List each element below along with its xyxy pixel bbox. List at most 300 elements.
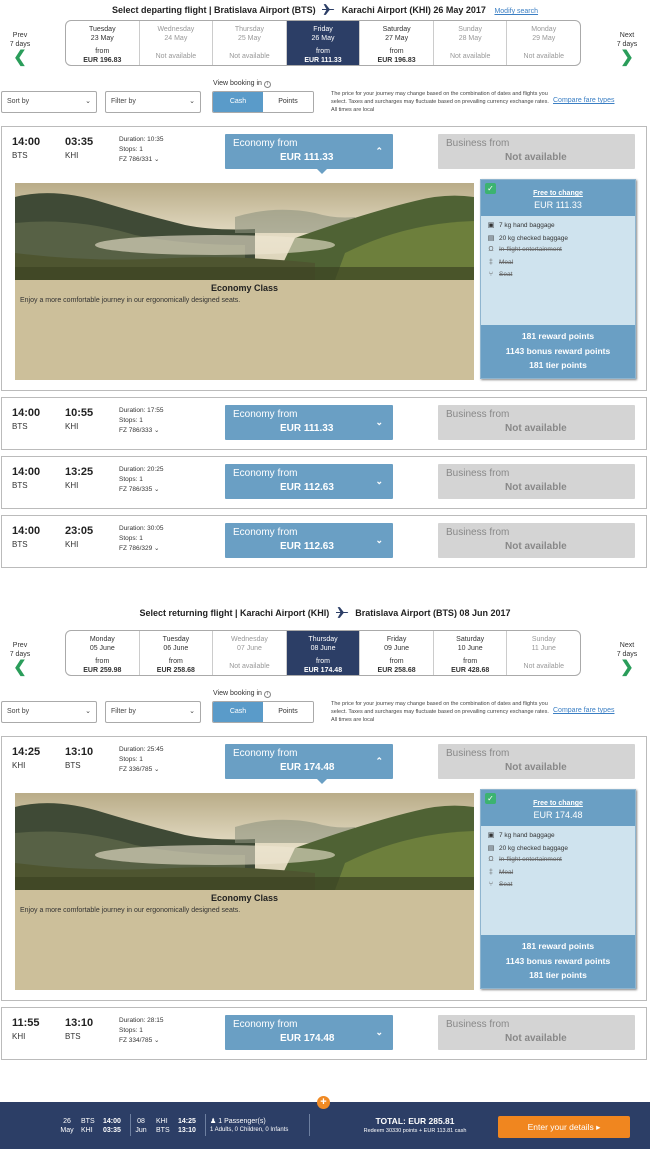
chevron-down-icon: ⌄ — [375, 1027, 383, 1037]
economy-from-label: Economy from — [233, 409, 298, 420]
fare-feature — [486, 844, 568, 852]
date-date: 26 May — [311, 35, 335, 42]
cash-points-toggle — [212, 701, 314, 723]
chevron-down-icon: ⌄ — [152, 545, 160, 552]
date-date: 28 May — [458, 35, 482, 42]
fare-card-header — [481, 790, 635, 826]
outbound-title-origin: Select departing flight | Bratislava Airport (BTS) — [111, 5, 316, 15]
business-from-label: Business from — [446, 1019, 510, 1030]
date-status: Not available — [155, 53, 197, 60]
chevron-down-icon: ⌄ — [152, 486, 160, 493]
economy-price: EUR 174.48 — [280, 1033, 335, 1044]
departure-time: 14:25 — [12, 746, 41, 758]
economy-fare-button[interactable] — [225, 744, 393, 779]
economy-from-label: Economy from — [233, 1019, 298, 1030]
flight-duration: Duration: 30:05 — [119, 525, 164, 532]
date-price: EUR 428.68 — [451, 667, 490, 674]
bonus-reward-points: 1143 bonus reward points — [505, 955, 611, 966]
date-option[interactable] — [507, 631, 580, 675]
date-option[interactable] — [213, 631, 287, 675]
date-option[interactable] — [140, 21, 214, 65]
date-option[interactable] — [360, 21, 434, 65]
fare-feature — [486, 856, 562, 863]
points-panel — [481, 935, 635, 988]
view-booking-label — [213, 80, 271, 88]
date-price: EUR 258.68 — [156, 667, 195, 674]
arrival-time: 13:25 — [65, 466, 94, 478]
flight-number-toggle[interactable] — [119, 1036, 163, 1046]
date-price: EUR 196.83 — [377, 57, 416, 64]
outbound-arr-time: 03:35 — [103, 1127, 121, 1134]
flight-row — [1, 397, 647, 450]
economy-from-label: Economy from — [233, 748, 298, 759]
flight-number: FZ 786/331 — [119, 156, 153, 163]
sort-by-label: Sort by — [7, 708, 30, 715]
date-option[interactable] — [66, 21, 140, 65]
departure-airport: KHI — [12, 1032, 26, 1041]
next-label: Next — [619, 32, 635, 39]
outbound-day: 26 — [63, 1118, 71, 1125]
date-price: EUR 174.48 — [303, 667, 343, 674]
fare-feature-text: 7 kg hand baggage — [499, 832, 555, 839]
inbound-month: Jun — [135, 1127, 147, 1134]
passenger-summary[interactable] — [210, 1117, 288, 1135]
fare-feature — [486, 271, 512, 278]
flight-stops: Stops: 1 — [119, 1027, 143, 1034]
date-from-label: from — [95, 658, 110, 665]
chevron-down-icon: ⌄ — [152, 1037, 160, 1044]
filter-by-select[interactable] — [105, 91, 201, 113]
arrival-time: 13:10 — [65, 746, 94, 758]
next-days-label: 7 days — [616, 651, 638, 658]
economy-fare-button[interactable] — [225, 1015, 393, 1050]
reward-points: 181 reward points — [521, 331, 595, 341]
outbound-filters — [0, 80, 650, 113]
economy-class-title: Economy Class — [210, 283, 279, 293]
fare-feature-text: 7 kg hand baggage — [499, 222, 555, 229]
fare-feature — [486, 831, 555, 839]
business-from-label: Business from — [446, 748, 510, 759]
economy-class-description: Enjoy a more comfortable journey in our ergonomically designed seats. — [20, 907, 241, 914]
fare-feature-text: Seat — [499, 881, 513, 888]
date-price: EUR 196.83 — [83, 57, 122, 64]
flight-stops: Stops: 1 — [119, 535, 143, 542]
date-day: Monday — [531, 26, 557, 33]
inbound-arr-time: 13:10 — [178, 1127, 196, 1134]
date-status: Not available — [523, 53, 564, 60]
fare-feature-text: Seat — [499, 271, 513, 278]
passenger-detail: 1 Adults, 0 Children, 0 Infants — [210, 1127, 289, 1133]
flight-number: FZ 786/335 — [119, 486, 153, 493]
prev-days-label: 7 days — [9, 651, 31, 658]
date-day: Thursday — [234, 26, 265, 33]
flight-details — [119, 524, 163, 554]
flight-details — [119, 745, 163, 775]
expand-summary-button[interactable]: + — [317, 1096, 330, 1109]
sort-by-label: Sort by — [7, 98, 30, 105]
sort-by-select[interactable] — [1, 701, 97, 723]
fare-option-card[interactable] — [480, 179, 636, 379]
next-7-days-button[interactable] — [607, 641, 647, 676]
hand-baggage-icon: ▣ — [487, 222, 495, 229]
economy-class-panel — [15, 280, 474, 380]
next-label: Next — [619, 642, 635, 649]
economy-from-label: Economy from — [233, 468, 298, 479]
chevron-up-icon: ⌃ — [375, 756, 383, 766]
business-fare-button — [438, 405, 635, 440]
chevron-down-icon: ⌄ — [375, 417, 383, 427]
free-to-change-link: Free to change — [533, 190, 583, 197]
date-day: Wednesday — [231, 636, 268, 643]
chevron-down-icon: ⌄ — [152, 427, 160, 434]
flight-details — [119, 1016, 163, 1046]
flight-duration: Duration: 28:15 — [119, 1017, 164, 1024]
chevron-right-icon: ❯ — [620, 659, 634, 676]
date-option[interactable] — [434, 21, 508, 65]
date-from-label: from — [463, 658, 478, 665]
flight-number: FZ 786/333 — [119, 427, 153, 434]
inbound-to-code: BTS — [156, 1127, 170, 1134]
hand-baggage-icon: ▣ — [487, 832, 495, 839]
date-option[interactable] — [360, 631, 434, 675]
business-fare-button — [438, 134, 635, 169]
business-price: Not available — [505, 482, 567, 493]
business-from-label: Business from — [446, 468, 510, 479]
departure-time: 14:00 — [12, 525, 41, 537]
info-icon[interactable]: i — [264, 691, 271, 698]
business-from-label: Business from — [446, 527, 510, 538]
total-price: TOTAL: EUR 285.81 — [375, 1116, 455, 1126]
inbound-times — [178, 1117, 196, 1135]
flight-duration: Duration: 25:45 — [119, 746, 164, 753]
fare-feature-text: Meal — [499, 258, 514, 266]
passenger-count: 1 Passenger(s) — [218, 1118, 266, 1125]
date-option[interactable] — [140, 631, 214, 675]
outbound-from-code: BTS — [81, 1118, 95, 1125]
departure-time: 14:00 — [12, 466, 41, 478]
date-date: 11 June — [531, 645, 556, 652]
economy-price: EUR 111.33 — [280, 152, 334, 163]
compare-fare-types-link[interactable]: Compare fare types — [553, 97, 615, 104]
outbound-title-destination: Karachi Airport (KHI) 26 May 2017 — [341, 5, 486, 15]
inbound-day: 08 — [137, 1118, 145, 1125]
date-status: Not available — [229, 53, 270, 60]
chevron-right-icon: ❯ — [620, 49, 634, 66]
divider — [205, 1114, 206, 1136]
flight-number-toggle[interactable] — [119, 485, 163, 495]
flight-number-toggle[interactable] — [119, 544, 163, 554]
flight-duration: Duration: 10:35 — [119, 136, 164, 143]
flight-row — [1, 515, 647, 568]
filter-by-label: Filter by — [111, 98, 136, 105]
view-booking-text: View booking in — [213, 80, 262, 87]
modify-search-link[interactable]: Modify search — [494, 8, 539, 15]
chevron-down-icon: ⌄ — [189, 708, 195, 715]
cash-toggle-option[interactable]: Cash — [213, 702, 263, 722]
next-days-label: 7 days — [616, 41, 638, 48]
price-disclaimer: The price for your journey may change based on the combination of dates and flights you select. Taxes and surcharges may fluctuate based on prevailing currency exchange rates. All times are local — [331, 701, 549, 723]
prev-days-label: 7 days — [9, 41, 31, 48]
date-day: Sunday — [531, 636, 556, 643]
date-day: Tuesday — [88, 26, 116, 33]
fare-feature — [486, 259, 513, 266]
chevron-down-icon: ⌄ — [152, 766, 160, 773]
arrival-time: 03:35 — [65, 136, 94, 148]
flight-details — [119, 465, 163, 495]
date-day: Saturday — [456, 636, 485, 643]
date-day: Tuesday — [162, 636, 190, 643]
departure-time: 14:00 — [12, 407, 41, 419]
economy-landscape-image — [15, 183, 474, 280]
arrival-airport: KHI — [65, 422, 79, 431]
chevron-left-icon: ❮ — [13, 659, 27, 676]
inbound-filters — [0, 690, 650, 723]
economy-landscape-image — [15, 793, 474, 890]
inbound-date-selector — [65, 630, 581, 676]
business-fare-button — [438, 464, 635, 499]
date-option[interactable] — [507, 21, 580, 65]
economy-fare-button[interactable] — [225, 134, 393, 169]
inbound-title-destination: Bratislava Airport (BTS) 08 Jun 2017 — [355, 608, 511, 618]
checkmark-icon: ✓ — [485, 793, 496, 804]
fare-feature — [486, 869, 513, 876]
flight-number: FZ 786/329 — [119, 545, 153, 552]
fare-feature — [486, 246, 562, 253]
date-price: EUR 111.33 — [304, 57, 342, 64]
date-date: 05 June — [89, 645, 115, 652]
pointer-notch — [317, 169, 327, 174]
fare-option-card[interactable] — [480, 789, 636, 989]
flight-number-toggle[interactable] — [119, 765, 163, 775]
fare-feature-text: 20 kg checked baggage — [499, 234, 569, 242]
departure-time: 11:55 — [12, 1017, 40, 1029]
chevron-down-icon: ⌄ — [375, 476, 383, 486]
fare-feature — [486, 221, 555, 229]
fare-feature — [486, 881, 512, 888]
filter-by-label: Filter by — [111, 708, 136, 715]
departure-airport: KHI — [12, 761, 26, 770]
date-option[interactable] — [434, 631, 508, 675]
info-icon[interactable]: i — [264, 81, 271, 88]
points-toggle-option[interactable]: Points — [263, 92, 313, 112]
date-option[interactable] — [66, 631, 140, 675]
date-date: 29 May — [532, 35, 556, 42]
fare-feature — [486, 234, 568, 242]
date-date: 25 May — [237, 35, 261, 42]
date-day: Monday — [89, 636, 115, 643]
flight-duration: Duration: 17:55 — [119, 407, 164, 414]
business-from-label: Business from — [446, 409, 510, 420]
checked-baggage-icon: ▤ — [487, 234, 495, 242]
total-summary — [340, 1117, 490, 1136]
seat-icon: ⑂ — [488, 271, 494, 278]
business-price: Not available — [505, 541, 567, 552]
flight-row — [1, 456, 647, 509]
checkmark-icon: ✓ — [485, 183, 496, 194]
headphones-icon: Ω — [488, 856, 494, 863]
cash-points-toggle — [212, 91, 314, 113]
date-date: 23 May — [90, 35, 114, 42]
date-day: Saturday — [382, 26, 411, 33]
departure-airport: BTS — [12, 422, 28, 431]
flight-number: FZ 336/785 — [119, 766, 153, 773]
economy-price: EUR 111.33 — [280, 423, 334, 434]
arrival-airport: KHI — [65, 481, 79, 490]
points-toggle-option[interactable]: Points — [263, 702, 313, 722]
sort-by-select[interactable] — [1, 91, 97, 113]
business-fare-button — [438, 1015, 635, 1050]
outbound-section-title — [0, 4, 650, 17]
date-day: Wednesday — [157, 26, 195, 33]
inbound-section-title — [0, 607, 650, 620]
free-to-change-link: Free to change — [533, 800, 583, 807]
date-date: 06 June — [163, 645, 189, 652]
flight-number-toggle[interactable] — [119, 426, 163, 436]
date-option[interactable] — [287, 631, 361, 675]
meal-icon: ‡ — [489, 868, 493, 876]
redeem-text: Redeem 30330 points + EUR 113.81 cash — [363, 1128, 467, 1134]
divider — [309, 1114, 310, 1136]
prev-7-days-button[interactable] — [0, 31, 40, 66]
departure-time: 14:00 — [12, 136, 41, 148]
date-from-label: from — [389, 658, 404, 665]
seat-icon: ⑂ — [488, 881, 494, 888]
outbound-times — [103, 1117, 121, 1135]
economy-fare-button[interactable] — [225, 464, 393, 499]
outbound-dep-time: 14:00 — [103, 1118, 121, 1125]
meal-icon: ‡ — [489, 258, 493, 266]
flight-stops: Stops: 1 — [119, 476, 143, 483]
flight-row — [1, 736, 647, 1001]
flight-stops: Stops: 1 — [119, 756, 143, 763]
chevron-down-icon: ⌄ — [85, 708, 91, 715]
chevron-down-icon: ⌄ — [375, 535, 383, 545]
inbound-from-code: KHI — [156, 1118, 168, 1125]
view-booking-text: View booking in — [213, 690, 262, 697]
next-7-days-button[interactable] — [607, 31, 647, 66]
economy-class-description: Enjoy a more comfortable journey in our ergonomically designed seats. — [20, 297, 241, 304]
date-day: Friday — [386, 636, 407, 643]
fare-feature-text: Meal — [499, 868, 514, 876]
arrival-time: 10:55 — [65, 407, 94, 419]
flight-duration: Duration: 20:25 — [119, 466, 164, 473]
economy-price: EUR 112.63 — [280, 482, 334, 493]
business-price: Not available — [505, 152, 567, 163]
date-day: Sunday — [458, 26, 483, 33]
arrival-airport: BTS — [65, 1032, 81, 1041]
filter-by-select[interactable] — [105, 701, 201, 723]
divider — [130, 1114, 131, 1136]
inbound-route — [156, 1117, 170, 1135]
date-date: 24 May — [164, 35, 188, 42]
chevron-up-icon: ⌃ — [375, 146, 383, 156]
checked-baggage-icon: ▤ — [487, 844, 495, 852]
economy-price: EUR 112.63 — [280, 541, 334, 552]
reward-points: 181 reward points — [521, 941, 595, 951]
date-status: Not available — [229, 663, 270, 670]
chevron-left-icon: ❮ — [13, 49, 27, 66]
date-date: 07 June — [236, 645, 262, 652]
enter-details-button[interactable]: Enter your details ▸ — [498, 1116, 630, 1138]
tier-points: 181 tier points — [529, 970, 587, 980]
date-date: 08 June — [310, 645, 336, 652]
date-date: 27 May — [385, 35, 409, 42]
price-disclaimer: The price for your journey may change based on the combination of dates and flights you select. Taxes and surcharges may fluctuate based on prevailing currency exchange rates. All times are local — [331, 91, 549, 113]
date-from-label: from — [316, 658, 331, 665]
flight-row — [1, 126, 647, 391]
inbound-date — [133, 1117, 149, 1135]
inbound-title-origin: Select returning flight | Karachi Airport (KHI) — [139, 608, 330, 618]
outbound-route — [81, 1117, 95, 1135]
plane-icon — [322, 4, 335, 17]
chevron-down-icon: ⌄ — [152, 156, 160, 163]
flight-stops: Stops: 1 — [119, 417, 143, 424]
date-option[interactable] — [287, 21, 361, 65]
business-fare-button — [438, 523, 635, 558]
person-icon: ♟ — [210, 1118, 217, 1125]
fare-feature-text: In-flight entertainment — [499, 856, 562, 863]
inbound-dep-time: 14:25 — [178, 1118, 196, 1125]
economy-fare-button[interactable] — [225, 523, 393, 558]
date-status: Not available — [449, 53, 491, 60]
business-price: Not available — [505, 423, 567, 434]
departure-airport: BTS — [12, 481, 28, 490]
date-day: Friday — [313, 26, 333, 33]
plane-icon — [336, 607, 349, 620]
flight-stops: Stops: 1 — [119, 146, 143, 153]
economy-price: EUR 174.48 — [280, 762, 335, 773]
arrival-time: 13:10 — [65, 1017, 94, 1029]
economy-class-panel — [15, 890, 474, 990]
economy-from-label: Economy from — [233, 527, 298, 538]
departure-airport: BTS — [12, 540, 28, 549]
arrival-time: 23:05 — [65, 525, 94, 537]
date-from-label: from — [389, 48, 404, 55]
pointer-notch — [317, 779, 327, 784]
cash-toggle-option[interactable]: Cash — [213, 92, 263, 112]
date-status: Not available — [523, 663, 564, 670]
fare-feature-text: 20 kg checked baggage — [499, 844, 569, 852]
business-fare-button — [438, 744, 635, 779]
date-date: 09 June — [384, 645, 410, 652]
date-option[interactable] — [213, 21, 287, 65]
outbound-date-selector — [65, 20, 581, 66]
view-booking-label — [213, 690, 271, 698]
prev-7-days-button[interactable] — [0, 641, 40, 676]
date-from-label: from — [168, 658, 183, 665]
date-price: EUR 258.68 — [377, 667, 416, 674]
compare-fare-types-link[interactable]: Compare fare types — [553, 707, 615, 714]
flight-details — [119, 135, 163, 165]
economy-class-title: Economy Class — [210, 893, 279, 903]
departure-airport: BTS — [12, 151, 28, 160]
outbound-date — [58, 1117, 76, 1135]
fare-feature-text: In-flight entertainment — [499, 246, 562, 253]
date-date: 10 June — [457, 645, 483, 652]
flight-number-toggle[interactable] — [119, 155, 163, 165]
chevron-down-icon: ⌄ — [85, 98, 91, 105]
date-price: EUR 259.98 — [83, 667, 122, 674]
fare-card-price: EUR 111.33 — [534, 200, 582, 210]
date-day: Thursday — [308, 636, 338, 643]
economy-fare-button[interactable] — [225, 405, 393, 440]
arrival-airport: KHI — [65, 540, 79, 549]
date-from-label: from — [95, 48, 110, 55]
points-panel — [481, 325, 635, 378]
fare-card-header — [481, 180, 635, 216]
date-from-label: from — [316, 48, 331, 55]
prev-label: Prev — [12, 32, 28, 39]
